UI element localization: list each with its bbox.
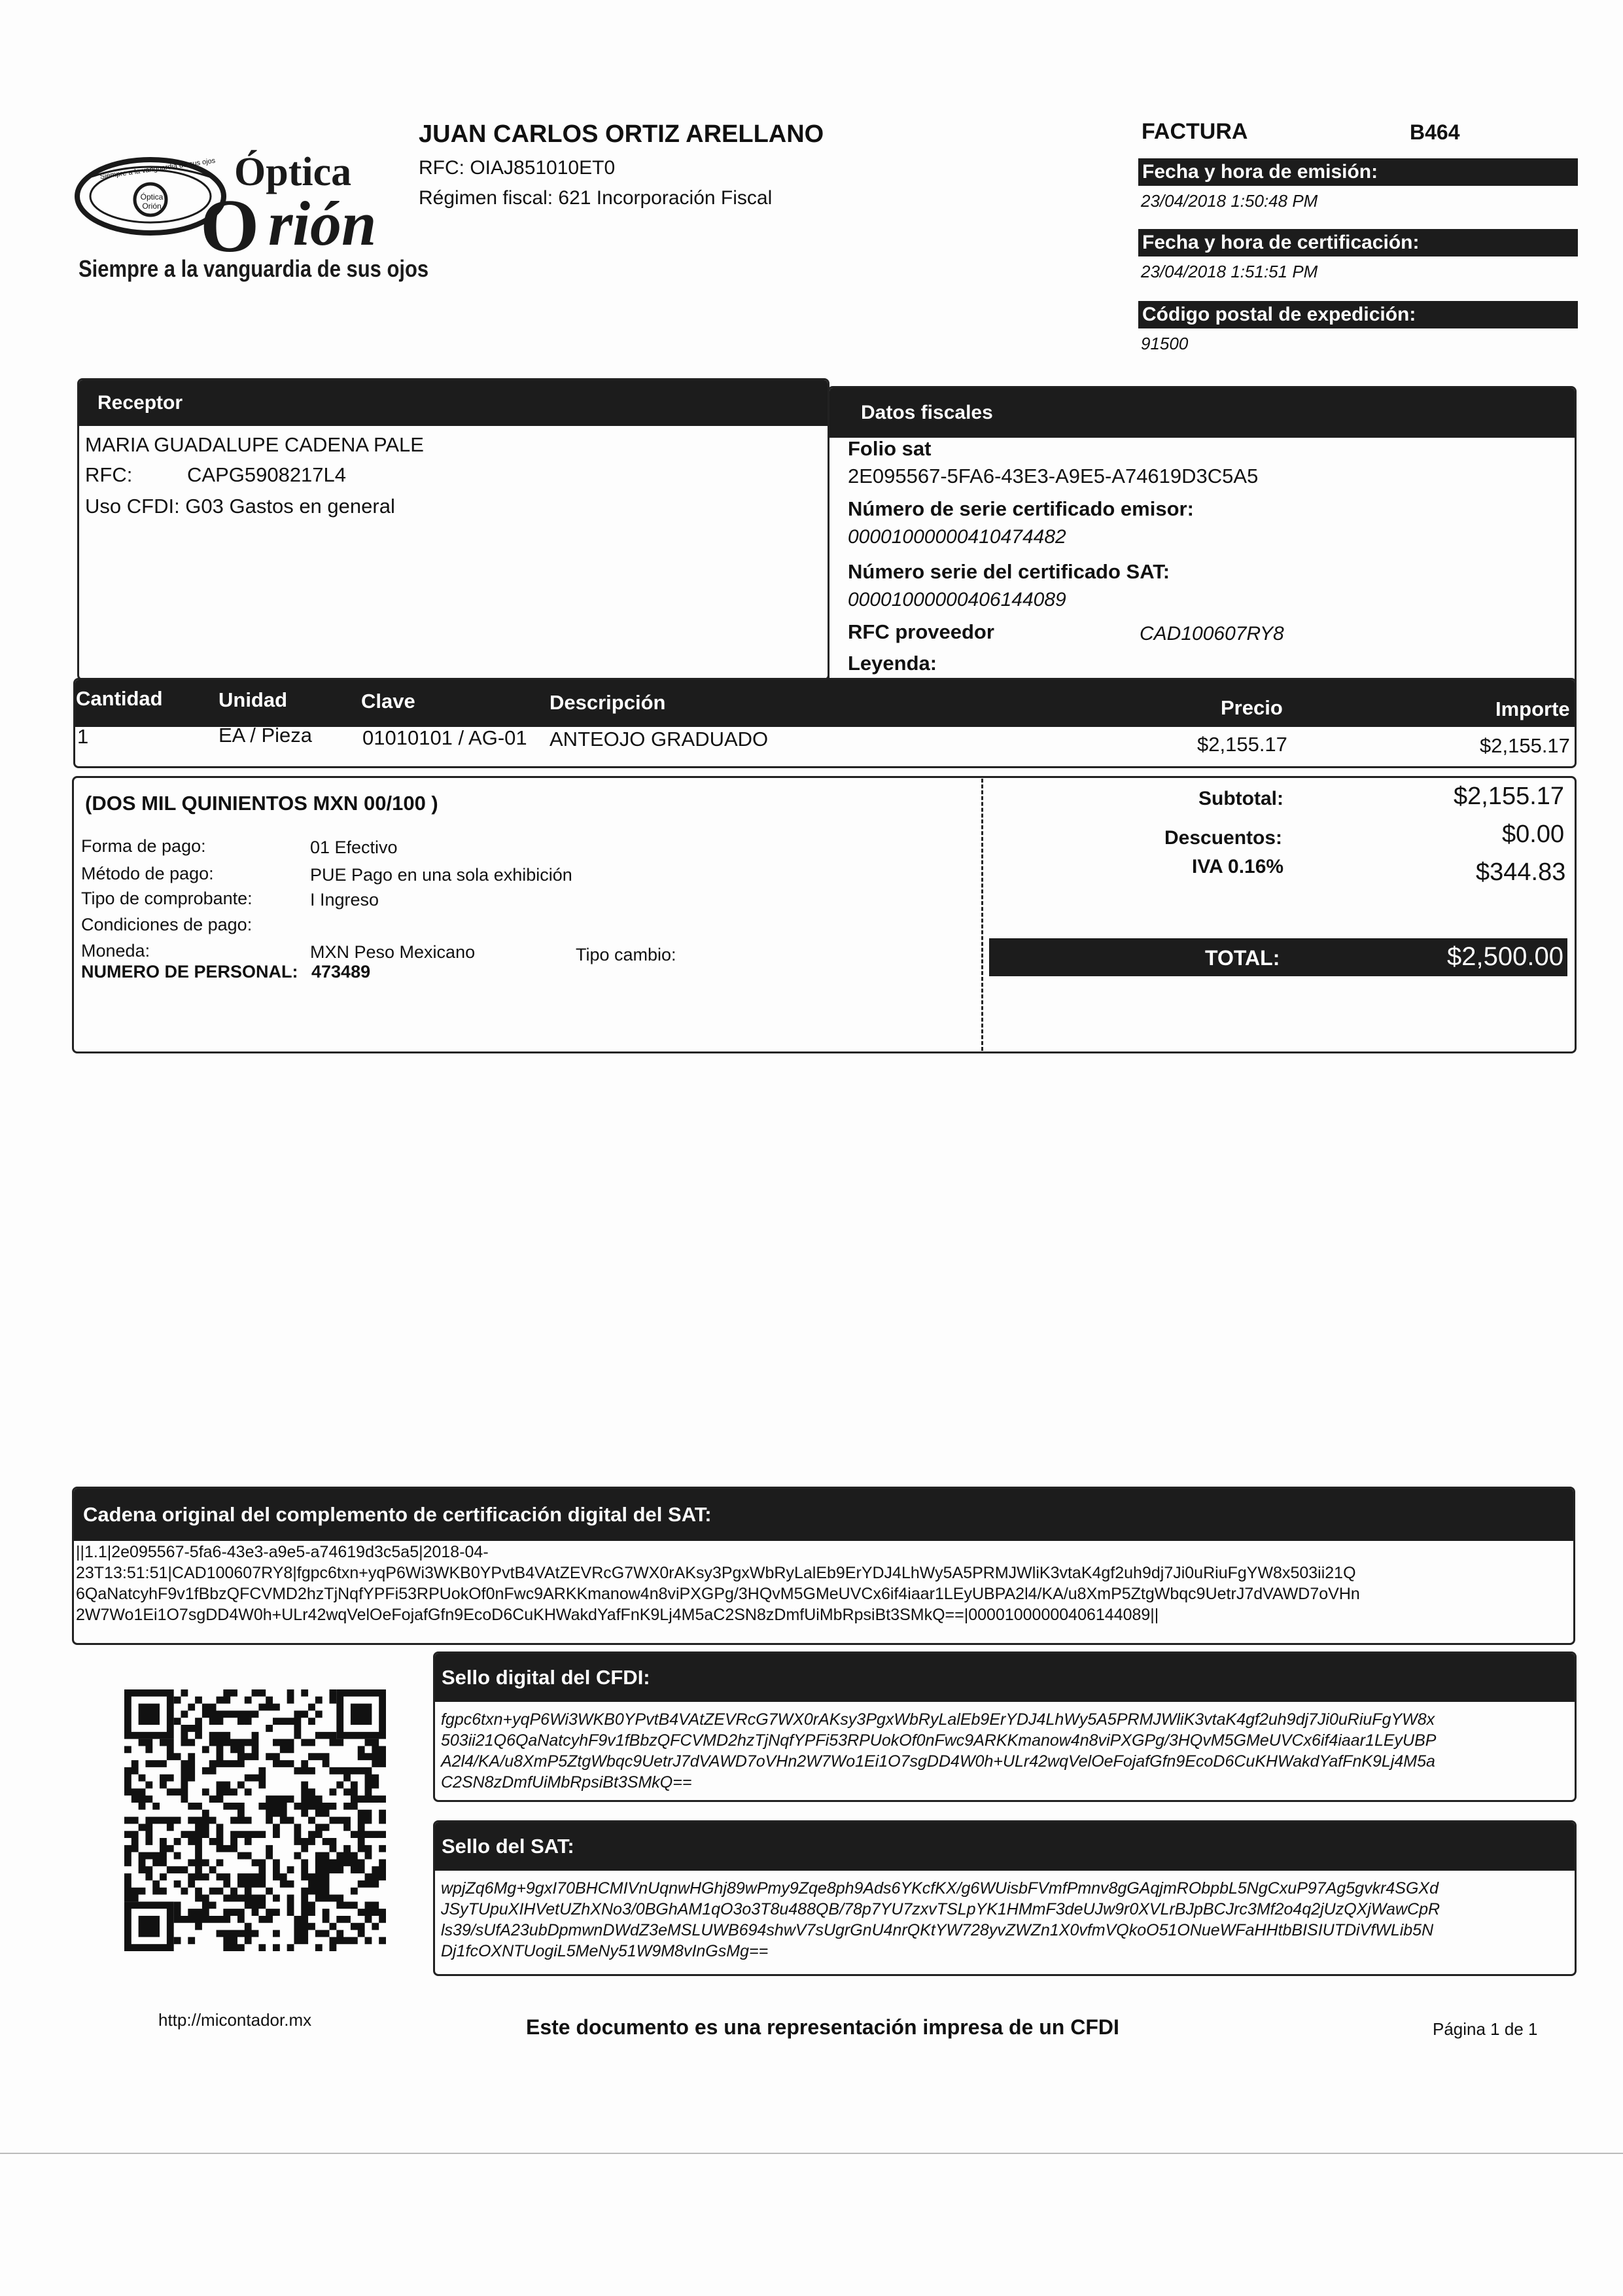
- forma-pago-label: Forma de pago:: [81, 836, 206, 856]
- serie-sat-label: Número serie del certificado SAT:: [848, 560, 1170, 583]
- col-unidad: Unidad: [218, 688, 288, 711]
- serie-emisor-label: Número de serie certificado emisor:: [848, 497, 1194, 520]
- footer-url[interactable]: http://micontador.mx: [158, 2010, 312, 2030]
- certificacion-value: 23/04/2018 1:51:51 PM: [1141, 262, 1318, 281]
- fiscal-title: Datos fiscales: [829, 388, 1575, 438]
- descuentos-value: $0.00: [1502, 821, 1565, 848]
- receptor-title: Receptor: [79, 380, 828, 426]
- iva-label: IVA 0.16%: [1192, 856, 1284, 877]
- certificacion-label: Fecha y hora de certificación:: [1138, 229, 1578, 256]
- numero-personal-label: NUMERO DE PERSONAL:: [81, 962, 298, 981]
- serie-sat-value: 00001000000406144089: [848, 589, 1066, 610]
- rfc-proveedor-value: CAD100607RY8: [1140, 623, 1284, 645]
- amount-in-words: (DOS MIL QUINIENTOS MXN 00/100 ): [85, 792, 438, 815]
- logo-brand-top: Óptica: [234, 150, 352, 194]
- logo-circle-inner: Óptica Orión: [140, 192, 164, 211]
- sello-cfdi-line: fgpc6txn+yqP6Wi3WKB0YPvtB4VAtZEVRcG7WX0rAKsy3PgxWbRyLalEb9ErYDJ4LhWy5A5PRMJWliK3vtaK4gf2uh9dj7Ji0uRiuFgYW8x: [441, 1710, 1435, 1729]
- forma-pago-value: 01 Efectivo: [310, 838, 398, 857]
- company-logo: [72, 150, 429, 294]
- item-importe: $2,155.17: [1480, 734, 1570, 757]
- total-value: $2,500.00: [1447, 942, 1563, 971]
- issuer-name: JUAN CARLOS ORTIZ ARELLANO: [419, 120, 824, 148]
- emision-value: 23/04/2018 1:50:48 PM: [1141, 191, 1318, 211]
- items-table: [73, 678, 1577, 768]
- item-cantidad: 1: [77, 725, 89, 748]
- sello-sat-line: wpjZq6Mg+9gxI70BHCMIVnUqnwHGhj89wPmy9Zqe8ph9Ads6YKcfKX/g6WUisbFVmfPmnv8gGAqjmRObpbL5NgCxuP97Ag5gvkr4SGXd: [441, 1879, 1439, 1898]
- sello-sat-line: Dj1fcOXNTUogiL5MeNy51W9M8vInGsMg==: [441, 1942, 769, 1960]
- rfc-proveedor-label: RFC proveedor: [848, 620, 994, 643]
- sello-cfdi-text: [441, 1709, 1573, 1793]
- document-folio: B464: [1410, 120, 1460, 144]
- subtotal-label: Subtotal:: [1198, 788, 1283, 809]
- issuer-rfc: RFC: OIAJ851010ET0: [419, 157, 616, 179]
- iva-value: $344.83: [1476, 858, 1566, 886]
- payment-divider: [981, 779, 983, 1051]
- document-type: FACTURA: [1142, 119, 1248, 144]
- qr-code: [124, 1689, 386, 1951]
- receptor-box: [77, 378, 829, 680]
- numero-personal-value: 473489: [311, 962, 371, 981]
- sello-sat-line: JSyTUpuXIHVetUZhXNo3/0BGhAM1qO3o3T8u488QB/78p7YU7zxvTSLpYK1HMmF3deUJw9r0XVLrBJpBCJrc3Mf2o4q2jUzQXjWawCpR: [441, 1900, 1440, 1918]
- footer-note: Este documento es una representación impresa de un CFDI: [526, 2015, 1119, 2039]
- tipo-comprobante-value: I Ingreso: [310, 890, 379, 910]
- col-descripcion: Descripción: [550, 691, 666, 714]
- cadena-line: 2W7Wo1Ei1O7sgDD4W0h+ULr42wqVelOeFojafGfn9EcoD6CuKHWakdYafFnK9Lj4M5aC2SN8zDmfUiMbRpsiBt3SMkQ==|00001000000406144089||: [76, 1606, 1159, 1624]
- sello-sat-title: Sello del SAT:: [435, 1822, 1575, 1871]
- col-precio: Precio: [1221, 696, 1283, 719]
- sello-cfdi-line: A2l4/KA/u8XmP5ZtgWbqc9UetrJ7dVAWD7oVHn2W7Wo1Ei1O7sgDD4W0h+ULr42wqVelOeFojafGfn9EcoD6CuKHWakdYafFnK9Lj4M5a: [441, 1752, 1435, 1771]
- receptor-rfc: CAPG5908217L4: [187, 463, 347, 486]
- receptor-uso-cfdi: Uso CFDI: G03 Gastos en general: [85, 495, 395, 518]
- item-clave: 01010101 / AG-01: [362, 726, 527, 749]
- logo-circle-small: Siempre a la vanguardia de sus ojos: [99, 156, 216, 181]
- receptor-name: MARIA GUADALUPE CADENA PALE: [85, 433, 424, 456]
- condiciones-pago-label: Condiciones de pago:: [81, 915, 253, 934]
- serie-emisor-value: 00001000000410474482: [848, 526, 1066, 548]
- sello-cfdi-title: Sello digital del CFDI:: [435, 1653, 1575, 1702]
- col-importe: Importe: [1495, 698, 1570, 720]
- issuer-regimen: Régimen fiscal: 621 Incorporación Fiscal: [419, 187, 773, 209]
- metodo-pago-label: Método de pago:: [81, 864, 214, 883]
- footer-page: Página 1 de 1: [1433, 2019, 1538, 2039]
- cadena-line: 23T13:51:51|CAD100607RY8|fgpc6txn+yqP6Wi3WKB0YPvtB4VAtZEVRcG7WX0rAKsy3PgxWbRyLalEb9ErYDJ4LhWy5A5PRMJWliK3vtaK4gf2uh9dj7Ji0uRiuFgYW8x503ii21Q: [76, 1564, 1356, 1582]
- total-label: TOTAL:: [1205, 946, 1280, 970]
- logo-brand-main: rión: [268, 188, 377, 258]
- tipo-cambio-label: Tipo cambio:: [576, 945, 676, 964]
- sello-cfdi-line: C2SN8zDmfUiMbRpsiBt3SMkQ==: [441, 1773, 692, 1792]
- col-clave: Clave: [361, 690, 415, 713]
- folio-sat-value: 2E095567-5FA6-43E3-A9E5-A74619D3C5A5: [848, 465, 1259, 487]
- item-unidad: EA / Pieza: [218, 724, 313, 747]
- subtotal-value: $2,155.17: [1454, 783, 1565, 810]
- descuentos-label: Descuentos:: [1164, 827, 1283, 849]
- payment-box: [72, 776, 1577, 1053]
- item-descripcion: ANTEOJO GRADUADO: [550, 728, 769, 751]
- cadena-line: 6QaNatcyhF9v1fBbzQFCVMD2hzTjNqfYPFi53RPUokOf0nFwc9ARKKmanow4n8viPXGPg/3HQvM5GMeUVCx6if4iaar1LEyUBPA2l4/KA/u8XmP5ZtgWbqc9UetrJ7dVAWD7oVHn: [76, 1585, 1360, 1603]
- sello-sat-line: ls39/sUfA23ubDpmwnDWdZ3eMSLUWB694shwV7sUgrGnU4nrQKtYW728yvZWZn1X0vfmVQkoO51ONueWFaHHtbBISIUTDiVfWLib5N: [441, 1921, 1434, 1939]
- cadena-text: [76, 1542, 1574, 1625]
- cp-value: 91500: [1141, 334, 1189, 353]
- qr-code-image: [124, 1689, 386, 1951]
- page-edge-line: [0, 2153, 1623, 2154]
- sello-cfdi-line: 503ii21Q6QaNatcyhF9v1fBbzQFCVMD2hzTjNqfYPFi53RPUokOf0nFwc9ARKKmanow4n8viPXGPg/3HQvM5GMeUVCx6if4iaar1LEyUBP: [441, 1731, 1437, 1750]
- tipo-comprobante-label: Tipo de comprobante:: [81, 889, 253, 908]
- logo-brand-o: O: [200, 185, 260, 268]
- logo-slogan: Siempre a la vanguardia de sus ojos: [79, 255, 429, 282]
- folio-sat-label: Folio sat: [848, 437, 932, 460]
- items-header-row: [75, 680, 1575, 727]
- cadena-line: ||1.1|2e095567-5fa6-43e3-a9e5-a74619d3c5a5|2018-04-: [76, 1543, 489, 1561]
- moneda-label: Moneda:: [81, 941, 150, 961]
- cadena-title: Cadena original del complemento de certificación digital del SAT:: [74, 1489, 1573, 1541]
- sello-sat-text: [441, 1878, 1573, 1962]
- moneda-value: MXN Peso Mexicano: [310, 942, 476, 962]
- emision-label: Fecha y hora de emisión:: [1138, 158, 1578, 186]
- leyenda-label: Leyenda:: [848, 652, 937, 675]
- col-cantidad: Cantidad: [76, 687, 163, 710]
- cp-label: Código postal de expedición:: [1138, 301, 1578, 328]
- metodo-pago-value: PUE Pago en una sola exhibición: [310, 865, 572, 885]
- item-precio: $2,155.17: [1197, 733, 1287, 756]
- receptor-rfc-label: RFC:: [85, 463, 133, 486]
